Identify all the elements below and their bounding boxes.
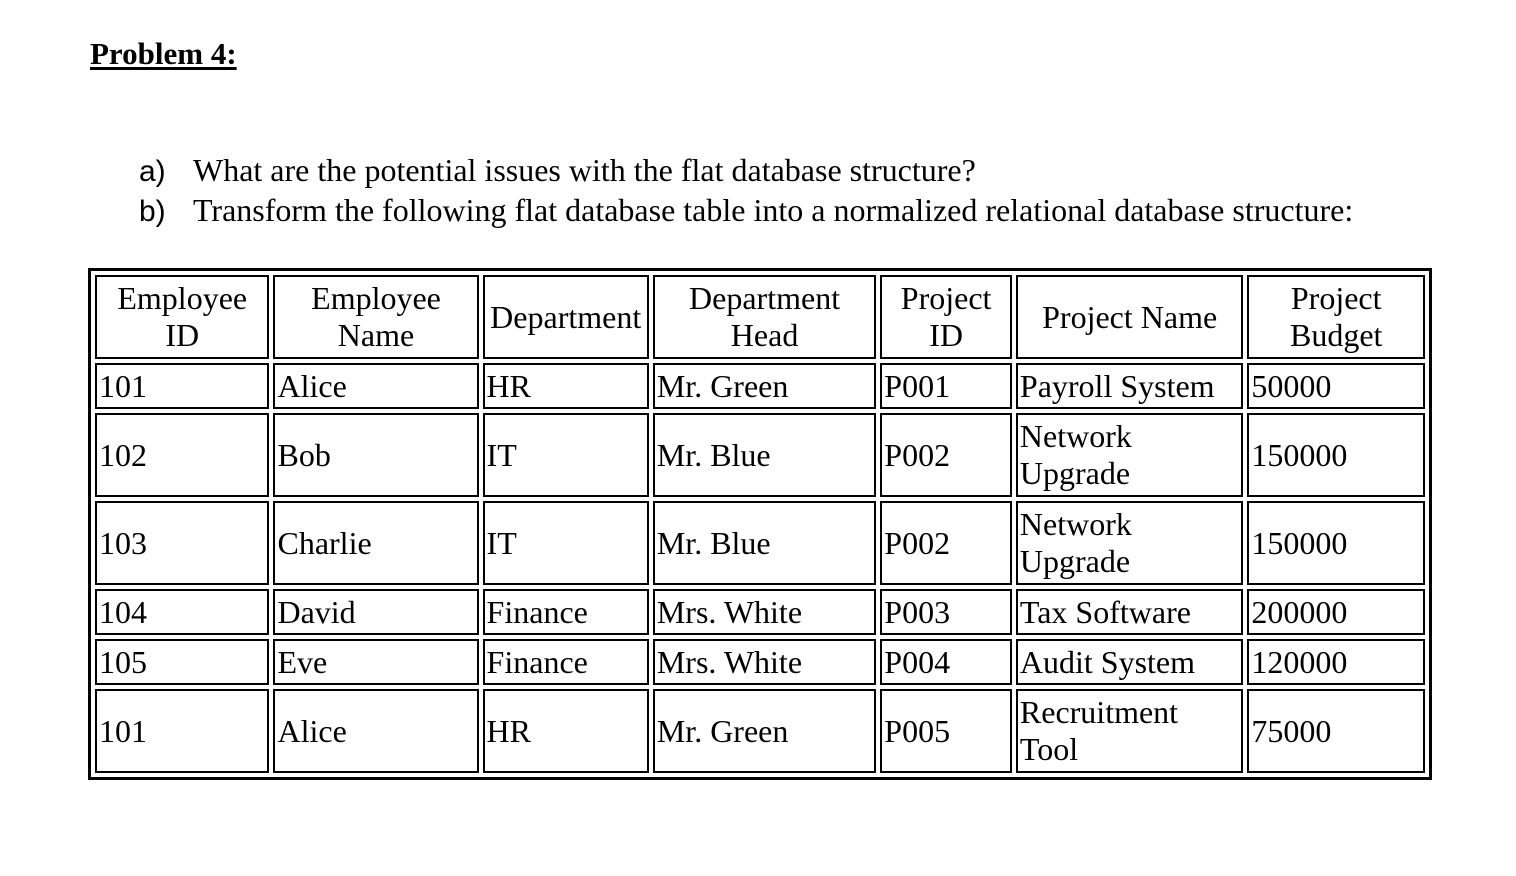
table-row — [95, 639, 1425, 685]
column-header: Employee ID — [95, 275, 269, 359]
table-cell: 104 — [95, 589, 269, 635]
header-row — [95, 275, 1425, 359]
table-cell: 102 — [95, 413, 269, 497]
question-a-text: What are the potential issues with the flat database structure? — [193, 152, 976, 188]
table-cell: Alice — [273, 689, 478, 773]
problem-heading: Problem 4: — [90, 36, 237, 71]
table-cell: IT — [483, 501, 649, 585]
table-cell: Finance — [483, 639, 649, 685]
question-a-marker: a) — [139, 155, 166, 188]
flat-database-table — [88, 268, 1432, 780]
table-row — [95, 413, 1425, 497]
column-header: Employee Name — [273, 275, 478, 359]
table-cell: 101 — [95, 363, 269, 409]
table-cell: 150000 — [1247, 413, 1425, 497]
table-cell: Mr. Green — [653, 689, 876, 773]
table-cell: Recruitment Tool — [1016, 689, 1244, 773]
table-cell: 150000 — [1247, 501, 1425, 585]
column-header: Project Name — [1016, 275, 1244, 359]
table-row — [95, 501, 1425, 585]
table-cell: Mrs. White — [653, 589, 876, 635]
table-cell: Eve — [273, 639, 478, 685]
table-cell: P003 — [880, 589, 1012, 635]
table-cell: 50000 — [1247, 363, 1425, 409]
table-cell: P004 — [880, 639, 1012, 685]
table-cell: HR — [483, 689, 649, 773]
table-cell: Network Upgrade — [1016, 413, 1244, 497]
question-b-text: Transform the following flat database table into a normalized relational database structure: — [193, 192, 1354, 228]
table-cell: IT — [483, 413, 649, 497]
question-a — [139, 152, 1353, 192]
table-cell: P005 — [880, 689, 1012, 773]
table-cell: Mrs. White — [653, 639, 876, 685]
table-body — [95, 363, 1425, 773]
table-cell: P001 — [880, 363, 1012, 409]
table-cell: Mr. Blue — [653, 501, 876, 585]
table-row — [95, 689, 1425, 773]
table-cell: Mr. Green — [653, 363, 876, 409]
column-header: Department Head — [653, 275, 876, 359]
table-cell: Bob — [273, 413, 478, 497]
table-cell: 120000 — [1247, 639, 1425, 685]
column-header: Department — [483, 275, 649, 359]
table-cell: HR — [483, 363, 649, 409]
table-cell: P002 — [880, 413, 1012, 497]
table-cell: Tax Software — [1016, 589, 1244, 635]
column-header: Project ID — [880, 275, 1012, 359]
table-cell: Payroll System — [1016, 363, 1244, 409]
table-cell: P002 — [880, 501, 1012, 585]
table-cell: Charlie — [273, 501, 478, 585]
table-cell: 105 — [95, 639, 269, 685]
table-cell: 101 — [95, 689, 269, 773]
table-cell: Mr. Blue — [653, 413, 876, 497]
table-cell: Network Upgrade — [1016, 501, 1244, 585]
table-cell: Finance — [483, 589, 649, 635]
question-b-marker: b) — [139, 195, 166, 228]
table-cell: Alice — [273, 363, 478, 409]
question-b — [139, 192, 1353, 232]
table-cell: 75000 — [1247, 689, 1425, 773]
table-cell: 200000 — [1247, 589, 1425, 635]
column-header: Project Budget — [1247, 275, 1425, 359]
question-list — [139, 152, 1353, 232]
table-cell: 103 — [95, 501, 269, 585]
table-cell: David — [273, 589, 478, 635]
table-row — [95, 589, 1425, 635]
table-row — [95, 363, 1425, 409]
table-cell: Audit System — [1016, 639, 1244, 685]
